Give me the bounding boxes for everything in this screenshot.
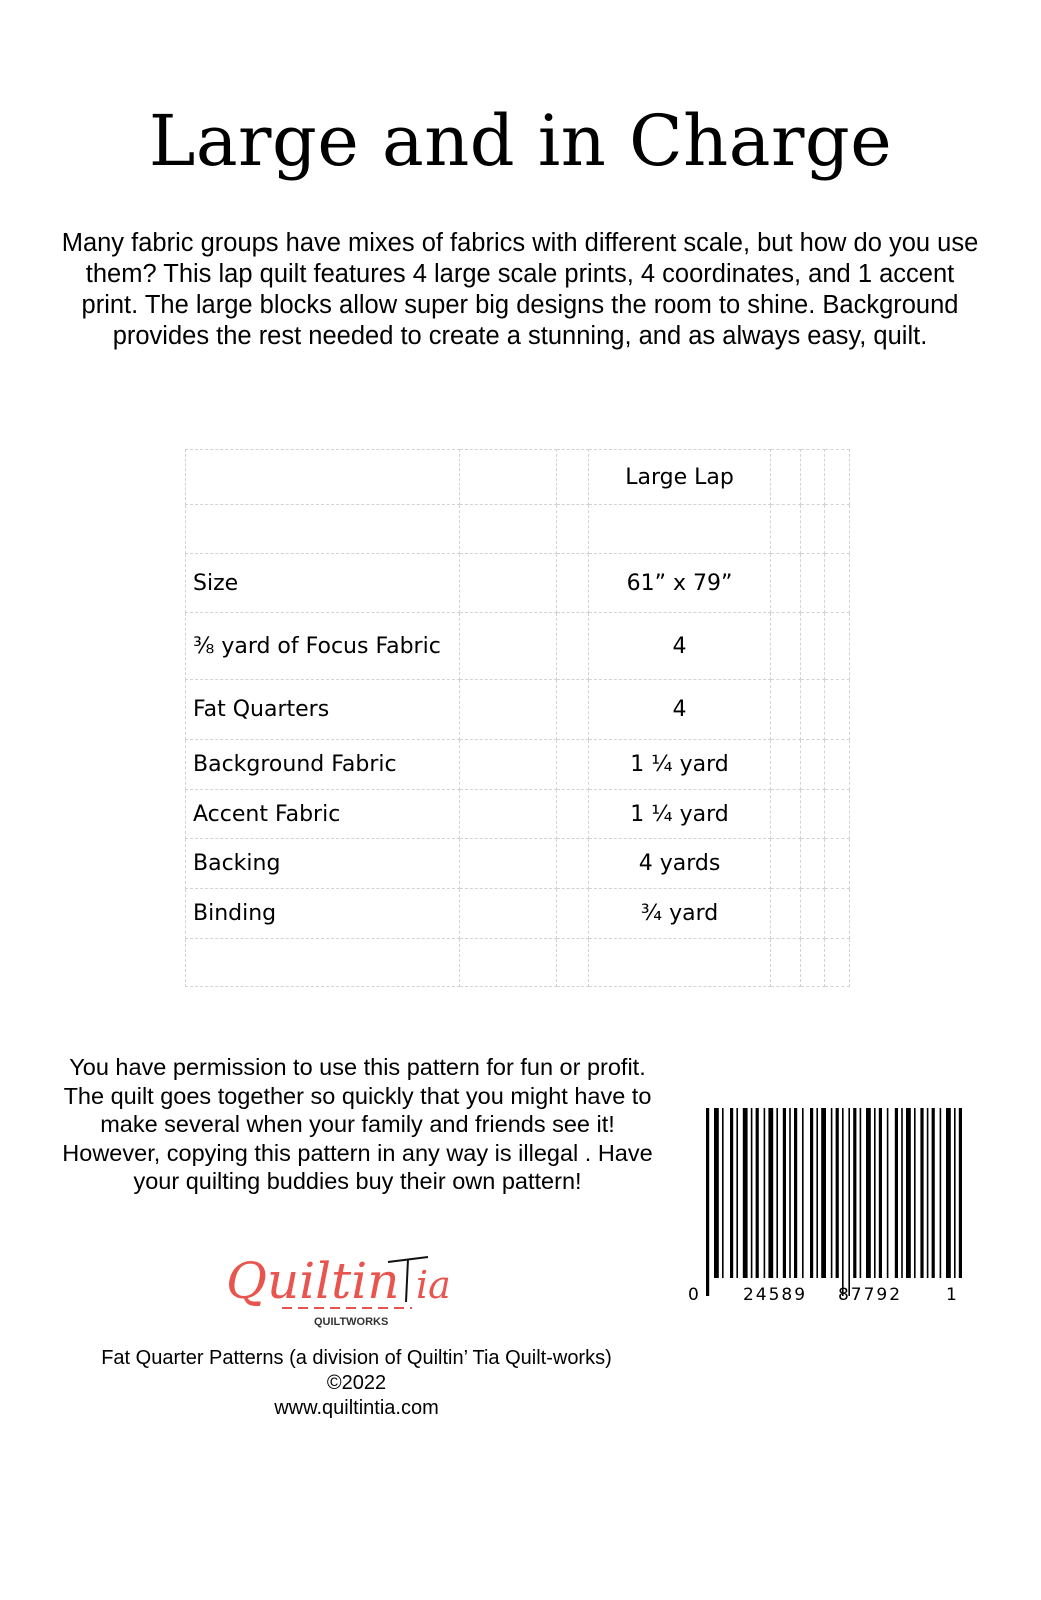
barcode-bar	[848, 1108, 850, 1296]
barcode-bar	[866, 1108, 871, 1278]
logo-subtitle: QUILTWORKS	[314, 1316, 389, 1328]
row-label: ⅜ yard of Focus Fabric	[186, 613, 460, 680]
row-value: 4	[589, 680, 771, 740]
logo-wordmark-left: Quiltin	[226, 1252, 400, 1310]
barcode-bar	[954, 1108, 956, 1278]
barcode-bar	[940, 1108, 942, 1278]
barcode-bar	[914, 1108, 916, 1278]
barcode-bar	[789, 1108, 791, 1278]
barcode-digit-last: 1	[946, 1285, 957, 1304]
row-value: 4 yards	[589, 839, 771, 889]
barcode-bar	[810, 1108, 813, 1278]
row-value: 4	[589, 613, 771, 680]
table-header-row	[186, 450, 850, 505]
row-label: Backing	[186, 839, 460, 889]
barcode-bar	[802, 1108, 804, 1278]
barcode-bar	[959, 1108, 962, 1278]
barcode-bar	[706, 1108, 709, 1296]
table-row	[186, 790, 850, 839]
publisher-name: Fat Quarter Patterns (a division of Quiltin’ Tia Quilt-works)	[101, 1347, 612, 1369]
barcode-bar	[927, 1108, 929, 1278]
barcode-bar	[764, 1108, 766, 1278]
barcode-bar	[821, 1108, 826, 1278]
barcode-bar	[730, 1108, 733, 1278]
barcode-bar	[879, 1108, 882, 1278]
barcode-bar	[743, 1108, 748, 1278]
page-title: Large and in Charge	[148, 100, 893, 182]
barcode-right-group: 87792	[837, 1285, 903, 1304]
barcode-bar	[722, 1108, 724, 1278]
row-label: Binding	[186, 889, 460, 939]
table-row	[186, 889, 850, 939]
row-label: Background Fabric	[186, 740, 460, 790]
row-value: 1 ¼ yard	[589, 790, 771, 839]
barcode-bar	[887, 1108, 889, 1278]
table-row	[186, 554, 850, 613]
column-header-large-lap: Large Lap	[589, 450, 771, 505]
copyright: ©2022	[326, 1372, 387, 1394]
quiltin-tia-logo	[222, 1248, 492, 1332]
barcode-bar	[946, 1108, 951, 1278]
table-row	[186, 839, 850, 889]
table-row	[186, 613, 850, 680]
barcode-left-group: 24589	[742, 1285, 808, 1304]
barcode-bar	[783, 1108, 786, 1278]
barcode-bar	[794, 1108, 797, 1278]
barcode-bar	[836, 1108, 839, 1278]
barcode-bar	[768, 1108, 773, 1278]
barcode-bar	[816, 1108, 818, 1278]
barcode-bar	[906, 1108, 911, 1278]
barcode-bar	[751, 1108, 753, 1278]
intro-paragraph: Many fabric groups have mixes of fabrics with different scale, but how do you use them? This lap quilt features 4 large scale prints, 4 coordinates, and 1 accent print. The large blocks allow super big designs the room to shine. Background provides the rest needed to create a stunning, and as always easy, quilt.	[61, 229, 979, 350]
logo-wordmark-right: ia	[416, 1263, 451, 1307]
barcode-bar	[853, 1108, 856, 1278]
barcode-bar	[895, 1108, 898, 1278]
barcode-bar	[736, 1108, 738, 1278]
upc-barcode	[682, 1104, 962, 1304]
row-label: Size	[186, 554, 460, 613]
barcode-bar	[901, 1108, 903, 1278]
barcode-bar	[932, 1108, 935, 1278]
barcode-bar	[920, 1108, 923, 1278]
barcode-bar	[874, 1108, 876, 1278]
row-value: 61” x 79”	[589, 554, 771, 613]
table-spacer-row	[186, 939, 850, 987]
barcode-bar	[842, 1108, 844, 1296]
table-row	[186, 680, 850, 740]
barcode-bar	[860, 1108, 862, 1278]
fabric-requirements-table	[185, 449, 850, 987]
barcode-bar	[776, 1108, 778, 1278]
barcode-bar	[714, 1108, 719, 1278]
barcode-bar	[756, 1108, 759, 1278]
row-value: 1 ¼ yard	[589, 740, 771, 790]
permission-notice: You have permission to use this pattern for fun or profit. The quilt goes together so quickly that you might have to make several when your family and friends see it! However, copying this pattern in any way is illegal . Have your quilting buddies buy their own pattern!	[62, 1054, 653, 1194]
table-spacer-row	[186, 505, 850, 554]
barcode-bar	[831, 1108, 833, 1278]
publisher-footer	[80, 1346, 633, 1421]
table-row	[186, 740, 850, 790]
row-label: Fat Quarters	[186, 680, 460, 740]
row-label: Accent Fabric	[186, 790, 460, 839]
barcode-bars	[706, 1108, 962, 1296]
website-link: www.quiltintia.com	[274, 1397, 439, 1419]
row-value: ¾ yard	[589, 889, 771, 939]
barcode-digit-first: 0	[688, 1285, 699, 1304]
